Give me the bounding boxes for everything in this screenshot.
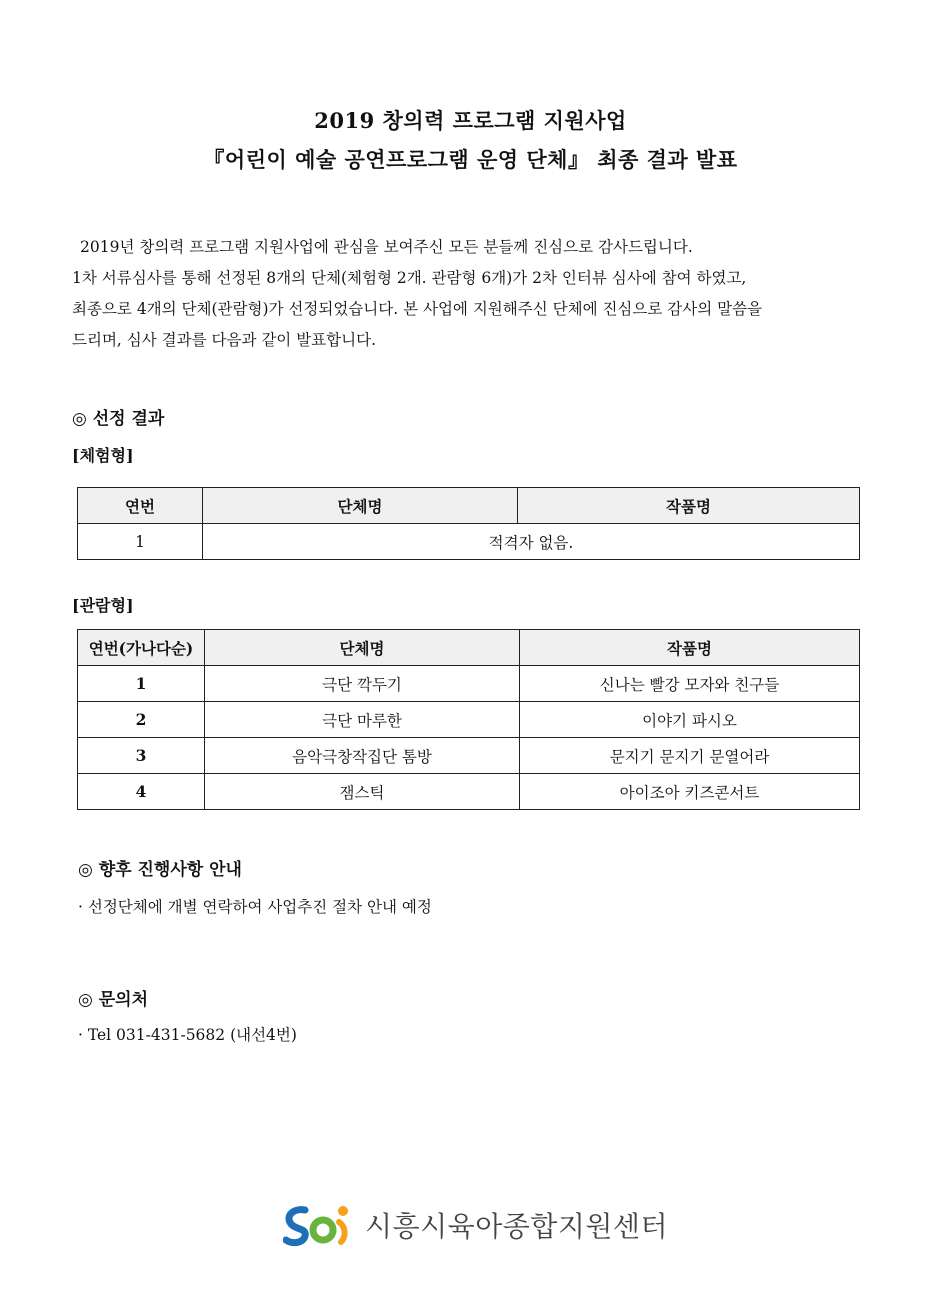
row-work: 이야기 파시오 <box>520 702 860 738</box>
intro-line-2: 1차 서류심사를 통해 선정된 8개의 단체(체험형 2개. 관람형 6개)가 2차 인터뷰 심사에 참여 하였고, <box>72 269 747 287</box>
header-no: 연번(가나다순) <box>78 630 205 666</box>
future-line: · 선정단체에 개별 연락하여 사업추진 절차 안내 예정 <box>78 898 432 916</box>
table-row <box>78 738 860 774</box>
intro-line-4: 드리며, 심사 결과를 다음과 같이 발표합니다. <box>72 331 377 349</box>
experience-table <box>77 487 860 560</box>
header-no: 연번 <box>78 488 203 524</box>
title-line-1: 2019 창의력 프로그램 지원사업 <box>314 108 627 133</box>
row-group: 음악극창작집단 톰방 <box>205 738 520 774</box>
table-row <box>78 702 860 738</box>
header-work: 작품명 <box>520 630 860 666</box>
row-no-candidate: 적격자 없음. <box>203 524 860 560</box>
center-logo-text: 시흥시육아종합지원센터 <box>365 1210 669 1243</box>
table-row <box>78 524 860 560</box>
row-no: 1 <box>78 666 205 702</box>
row-group: 잼스틱 <box>205 774 520 810</box>
row-no: 3 <box>78 738 205 774</box>
table-header-row <box>78 630 860 666</box>
experience-label: [체험형] <box>72 446 134 465</box>
table-header-row <box>78 488 860 524</box>
contact-line: · Tel 031-431-5682 (내선4번) <box>78 1026 297 1044</box>
row-work: 아이조아 키즈콘서트 <box>520 774 860 810</box>
intro-line-3: 최종으로 4개의 단체(관람형)가 선정되었습니다. 본 사업에 지원해주신 단체에 진심으로 감사의 말씀을 <box>72 300 763 318</box>
intro-paragraph <box>72 232 872 356</box>
viewing-table <box>77 629 860 810</box>
section-future-heading: ◎ 향후 진행사항 안내 <box>78 860 242 880</box>
table-row <box>78 774 860 810</box>
row-work: 신나는 빨강 모자와 친구들 <box>520 666 860 702</box>
table-row <box>78 666 860 702</box>
row-work: 문지기 문지기 문열어라 <box>520 738 860 774</box>
viewing-label: [관람형] <box>72 596 134 615</box>
row-group: 극단 마루한 <box>205 702 520 738</box>
header-work: 작품명 <box>518 488 860 524</box>
row-no: 4 <box>78 774 205 810</box>
title-line-2: 『어린이 예술 공연프로그램 운영 단체』 최종 결과 발표 <box>203 147 738 172</box>
center-logo <box>283 1202 668 1248</box>
header-group: 단체명 <box>205 630 520 666</box>
row-no: 2 <box>78 702 205 738</box>
row-no: 1 <box>78 524 203 560</box>
center-logo-icon <box>283 1202 355 1248</box>
section-result-heading: ◎ 선정 결과 <box>72 409 165 429</box>
header-group: 단체명 <box>203 488 518 524</box>
row-group: 극단 깍두기 <box>205 666 520 702</box>
section-contact-heading: ◎ 문의처 <box>78 990 149 1010</box>
intro-line-1: 2019년 창의력 프로그램 지원사업에 관심을 보여주신 모든 분들께 진심으로 감사드립니다. <box>80 238 693 256</box>
